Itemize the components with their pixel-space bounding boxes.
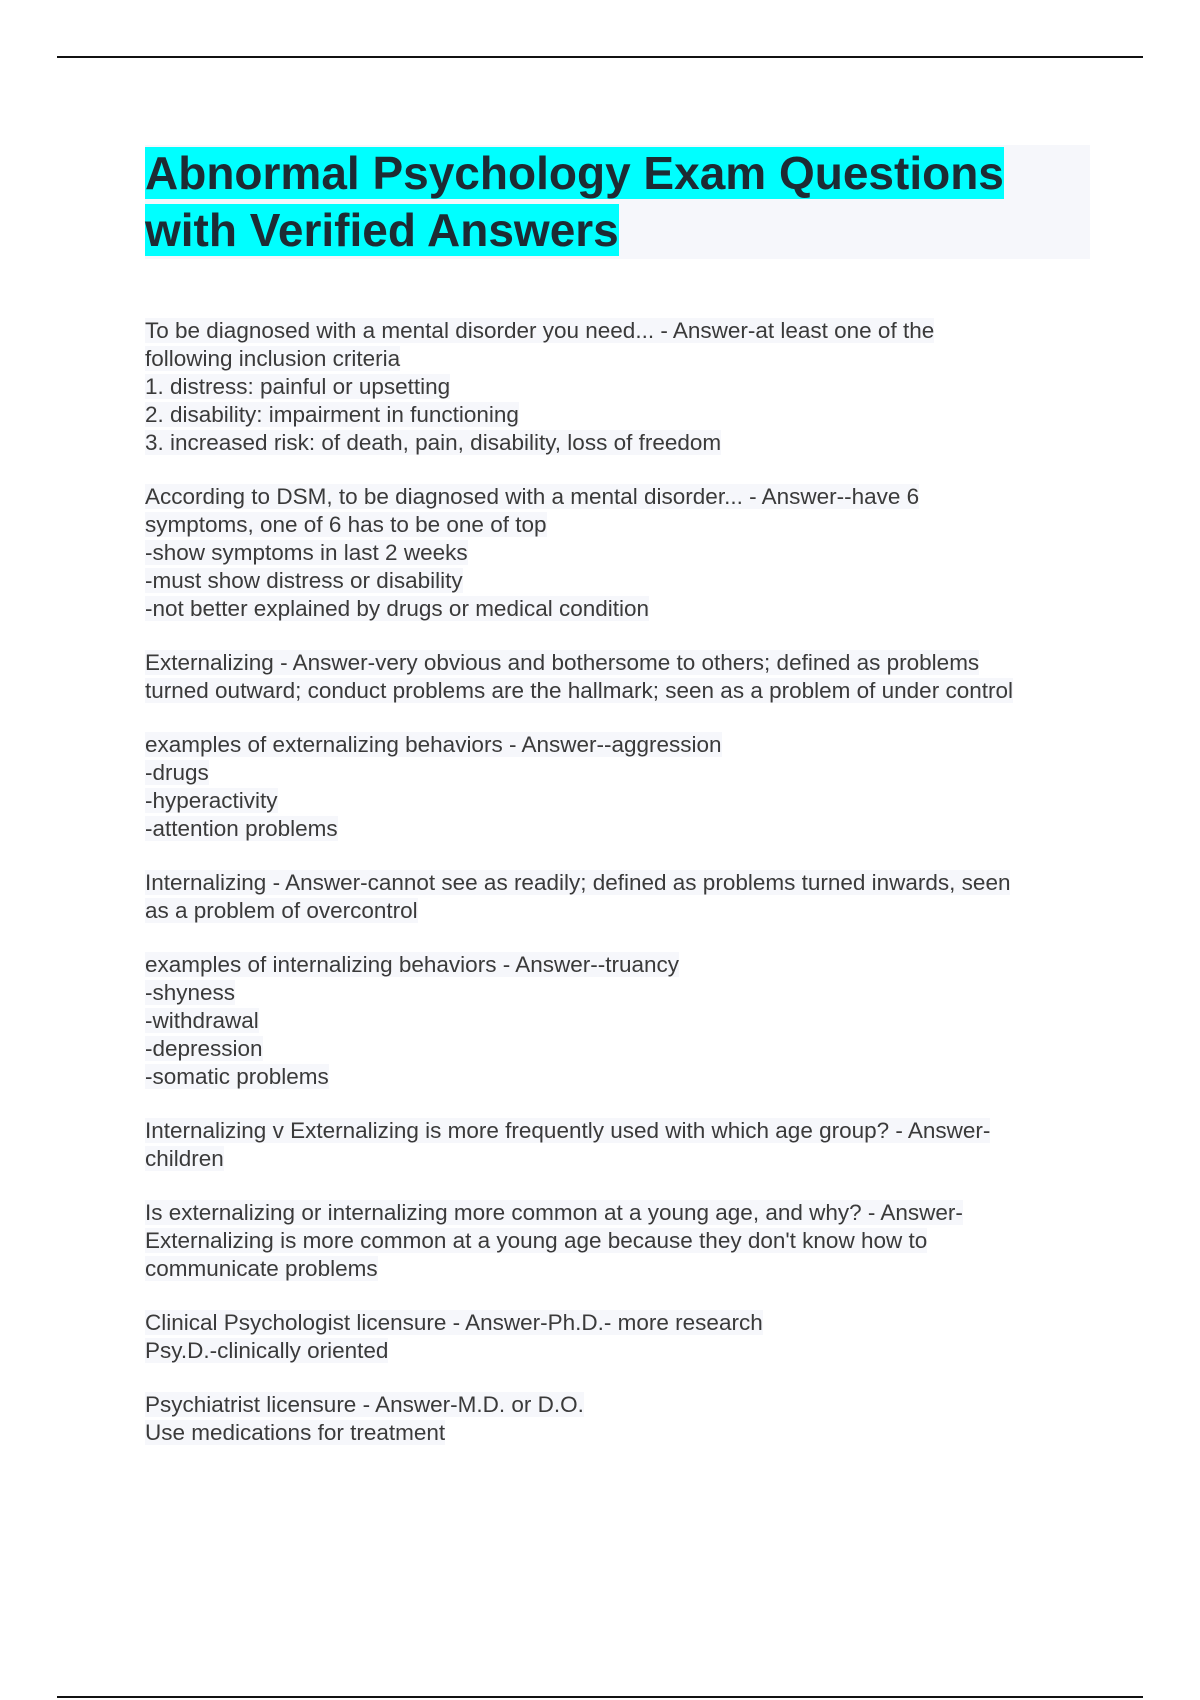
qa-line-text: According to DSM, to be diagnosed with a mental disorder... - Answer--have 6: [145, 484, 920, 509]
qa-item: [145, 1391, 1090, 1447]
qa-line: [145, 1035, 1090, 1063]
qa-line: [145, 1145, 1090, 1173]
qa-line-text: 3. increased risk: of death, pain, disability, loss of freedom: [145, 430, 722, 455]
qa-item: [145, 731, 1090, 843]
qa-line: [145, 567, 1090, 595]
qa-line-text: 2. disability: impairment in functioning: [145, 402, 519, 427]
qa-line-text: symptoms, one of 6 has to be one of top: [145, 512, 547, 537]
qa-line: [145, 595, 1090, 623]
qa-line: [145, 1199, 1090, 1227]
qa-line: [145, 511, 1090, 539]
qa-line: [145, 869, 1090, 897]
qa-line-text: Use medications for treatment: [145, 1420, 446, 1445]
qa-line-text: children: [145, 1146, 224, 1171]
document-body: [145, 145, 1090, 1473]
qa-line: [145, 1391, 1090, 1419]
qa-line-text: Clinical Psychologist licensure - Answer-Ph.D.- more research: [145, 1310, 763, 1335]
qa-line-text: Psychiatrist licensure - Answer-M.D. or D.O.: [145, 1392, 584, 1417]
qa-line: [145, 345, 1090, 373]
title-block: [145, 145, 1090, 259]
qa-line-text: -show symptoms in last 2 weeks: [145, 540, 468, 565]
qa-line: [145, 1337, 1090, 1365]
qa-line-text: -hyperactivity: [145, 788, 278, 813]
qa-line: [145, 429, 1090, 457]
qa-line: [145, 1007, 1090, 1035]
qa-line-text: -somatic problems: [145, 1064, 329, 1089]
qa-item: [145, 649, 1090, 705]
qa-item: [145, 951, 1090, 1091]
qa-line: [145, 979, 1090, 1007]
document-title: [145, 145, 1090, 259]
qa-line: [145, 787, 1090, 815]
bottom-rule: [57, 1696, 1143, 1698]
top-rule: [57, 56, 1143, 58]
qa-line: [145, 815, 1090, 843]
qa-line: [145, 483, 1090, 511]
qa-line-text: -not better explained by drugs or medical condition: [145, 596, 650, 621]
qa-line-text: Is externalizing or internalizing more common at a young age, and why? - Answer-: [145, 1200, 963, 1225]
qa-line-text: Internalizing v Externalizing is more frequently used with which age group? - Answer-: [145, 1118, 991, 1143]
qa-line-text: To be diagnosed with a mental disorder you need... - Answer-at least one of the: [145, 318, 935, 343]
qa-line-text: -shyness: [145, 980, 236, 1005]
qa-line-text: examples of internalizing behaviors - Answer--truancy: [145, 952, 679, 977]
qa-line: [145, 897, 1090, 925]
qa-line: [145, 759, 1090, 787]
qa-line: [145, 1255, 1090, 1283]
qa-item: [145, 1309, 1090, 1365]
qa-line-text: following inclusion criteria: [145, 346, 401, 371]
qa-list: [145, 317, 1090, 1447]
qa-line-text: -attention problems: [145, 816, 338, 841]
qa-line: [145, 677, 1090, 705]
qa-line-text: examples of externalizing behaviors - Answer--aggression: [145, 732, 722, 757]
title-line-1: Abnormal Psychology Exam Questions: [145, 147, 1004, 199]
qa-item: [145, 1199, 1090, 1283]
qa-line: [145, 731, 1090, 759]
qa-line-text: Externalizing - Answer-very obvious and bothersome to others; defined as problems: [145, 650, 980, 675]
qa-line-text: -drugs: [145, 760, 209, 785]
qa-line-text: Externalizing is more common at a young age because they don't know how to: [145, 1228, 928, 1253]
qa-line-text: communicate problems: [145, 1256, 378, 1281]
qa-line: [145, 401, 1090, 429]
qa-item: [145, 483, 1090, 623]
qa-line: [145, 317, 1090, 345]
qa-line-text: turned outward; conduct problems are the hallmark; seen as a problem of under control: [145, 678, 1013, 703]
qa-line: [145, 649, 1090, 677]
qa-line: [145, 539, 1090, 567]
qa-line: [145, 951, 1090, 979]
qa-line: [145, 373, 1090, 401]
title-line-2: with Verified Answers: [145, 204, 619, 256]
qa-line-text: Psy.D.-clinically oriented: [145, 1338, 389, 1363]
qa-line: [145, 1419, 1090, 1447]
qa-line: [145, 1117, 1090, 1145]
qa-item: [145, 1117, 1090, 1173]
qa-line: [145, 1309, 1090, 1337]
qa-line-text: Internalizing - Answer-cannot see as readily; defined as problems turned inwards, seen: [145, 870, 1011, 895]
qa-item: [145, 869, 1090, 925]
qa-line: [145, 1227, 1090, 1255]
qa-line-text: -withdrawal: [145, 1008, 259, 1033]
qa-line-text: as a problem of overcontrol: [145, 898, 418, 923]
qa-line: [145, 1063, 1090, 1091]
qa-line-text: -must show distress or disability: [145, 568, 463, 593]
qa-item: [145, 317, 1090, 457]
qa-line-text: 1. distress: painful or upsetting: [145, 374, 451, 399]
qa-line-text: -depression: [145, 1036, 263, 1061]
